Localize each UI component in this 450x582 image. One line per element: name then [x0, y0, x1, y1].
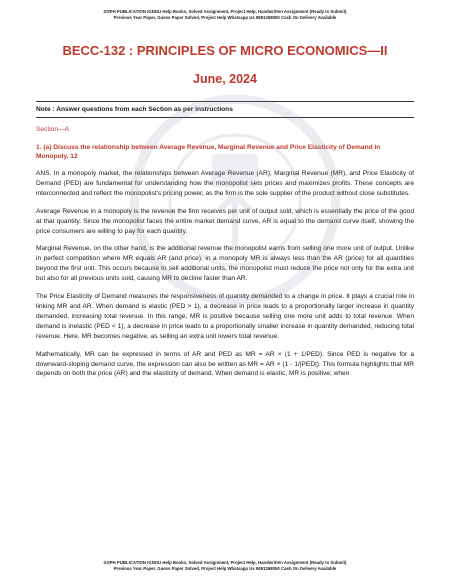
footer-line-1: GSPH PUBLICATION IGNOU Help Books, Solved Assignment, Project Help, Handwritten Assignment (Ready to Submit) [103, 560, 347, 565]
question-1a: 1. (a) Discuss the relationship between Average Revenue, Marginal Revenue and Price Elasticity of Demand in Monopoly. 12 [36, 144, 381, 160]
header-line-2: Previous Year Paper, Guess Paper Solved, Project Help Whatsapp Us 9891268050 Cash On Delivery Available [113, 15, 337, 20]
answer-paragraph-4: The Price Elasticity of Demand measures the responsiveness of quantity demanded to a change in price. It plays a crucial role in linking MR and AR. When demand is elastic (PED > 1), a decrease in price leads to a proportionally larger increase in quantity demanded, increasing total revenue. In this range, MR is positive because selling one more unit adds to total revenue. When demand is inelastic (PED < 1), a decrease in price leads to a proportionally smaller increase in quantity demanded, reducing total revenue. Here, MR becomes negative, as selling an extra unit lowers total revenue. [36, 293, 414, 340]
header-line-1: GSPH PUBLICATION IGNOU Help Books, Solved Assignment, Project Help, Handwritten Assignment (Ready to Submit) [103, 9, 347, 14]
exam-date: June, 2024 [193, 72, 257, 86]
page-footer [0, 560, 450, 572]
footer-line-2: Previous Year Paper, Guess Paper Solved, Project Help Whatsapp Us 9891268050 Cash On Delivery Available [113, 566, 337, 571]
exam-title: BECC-132 : PRINCIPLES OF MICRO ECONOMICS—II [62, 43, 388, 58]
page-header [36, 9, 414, 21]
answer-paragraph-5: Mathematically, MR can be expressed in terms of AR and PED as MR = AR × (1 + 1/PED). Since PED is negative for a downward-sloping demand curve, the expression can also be written as MR = AR × (1 - 1/|PED|). This formula highlights that MR depends on both the price (AR) and the elasticity of demand. When demand is elastic, MR is positive; when [36, 350, 414, 378]
instruction-note: Note : Answer questions from each Section as per instructions [36, 101, 414, 118]
answer-paragraph-2: Average Revenue in a monopoly is the revenue the firm receives per unit of output sold, which is essentially the price of the good at that quantity. Since the monopolist faces the entire market demand curve, AR is equal to the demand curve itself, showing the price consumers are willing to pay for each quantity. [36, 207, 414, 235]
answer-body [36, 169, 414, 379]
answer-paragraph-1: ANS. In a monopoly market, the relationships between Average Revenue (AR), Marginal Revenue (MR), and Price Elasticity of Demand (PED) are fundamental for understanding how the monopolist sets prices and maximizes profits. These concepts are interconnected and reflect the monopolist's pricing power, as the firm is the sole supplier of the product without close substitutes. [36, 170, 414, 197]
answer-paragraph-3: Marginal Revenue, on the other hand, is the additional revenue the monopolist earns from selling one more unit of output. Unlike in perfect competition where MR equals AR (and price), in a monopoly MR is always less than the AR (price) for all quantities beyond the first unit. This occurs because to sell additional units, the monopolist must reduce the price not only for the extra unit but also for all previous units sold, causing MR to decline faster than AR. [36, 245, 414, 283]
section-heading: Section—A [36, 126, 69, 133]
